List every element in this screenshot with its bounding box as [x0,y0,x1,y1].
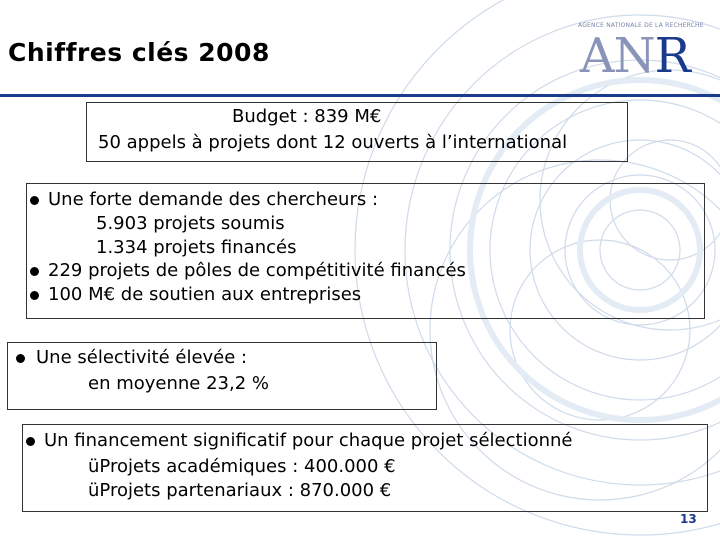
bullet-icon [30,267,39,276]
checkmark-icon: ü [88,480,100,501]
checkmark-icon: ü [88,456,100,477]
academic-projects [88,456,396,478]
submitted-projects: 5.903 projets soumis [96,213,285,234]
logo-wordmark [580,28,690,84]
anr-logo [578,22,708,84]
competitiveness-projects: 229 projets de pôles de compétitivité financés [48,260,466,281]
title-divider [0,94,720,97]
business-support: 100 M€ de soutien aux entreprises [48,284,362,305]
bullet-icon [30,291,39,300]
partnership-projects [88,480,391,502]
selectivity-heading: Une sélectivité élevée : [36,347,248,368]
bullet-icon [16,354,25,363]
budget-line: Budget : 839 M€ [232,106,382,127]
calls-line: 50 appels à projets dont 12 ouverts à l’international [98,132,568,153]
funded-projects: 1.334 projets financés [96,237,297,258]
logo-tagline: AGENCE NATIONALE DE LA RECHERCHE [578,22,704,29]
academic-projects-label: Projets académiques : 400.000 € [99,456,396,477]
partnership-projects-label: Projets partenariaux : 870.000 € [99,480,392,501]
logo-wordmark-r: R [654,28,690,84]
page-number: 13 [680,512,697,526]
bullet-icon [30,196,39,205]
selectivity-average: en moyenne 23,2 % [88,373,269,394]
demand-heading: Une forte demande des chercheurs : [48,189,379,210]
slide-title: Chiffres clés 2008 [8,38,270,67]
bullet-icon [26,437,35,446]
funding-heading: Un financement significatif pour chaque projet sélectionné [44,430,573,451]
logo-wordmark-an: AN [580,28,655,84]
